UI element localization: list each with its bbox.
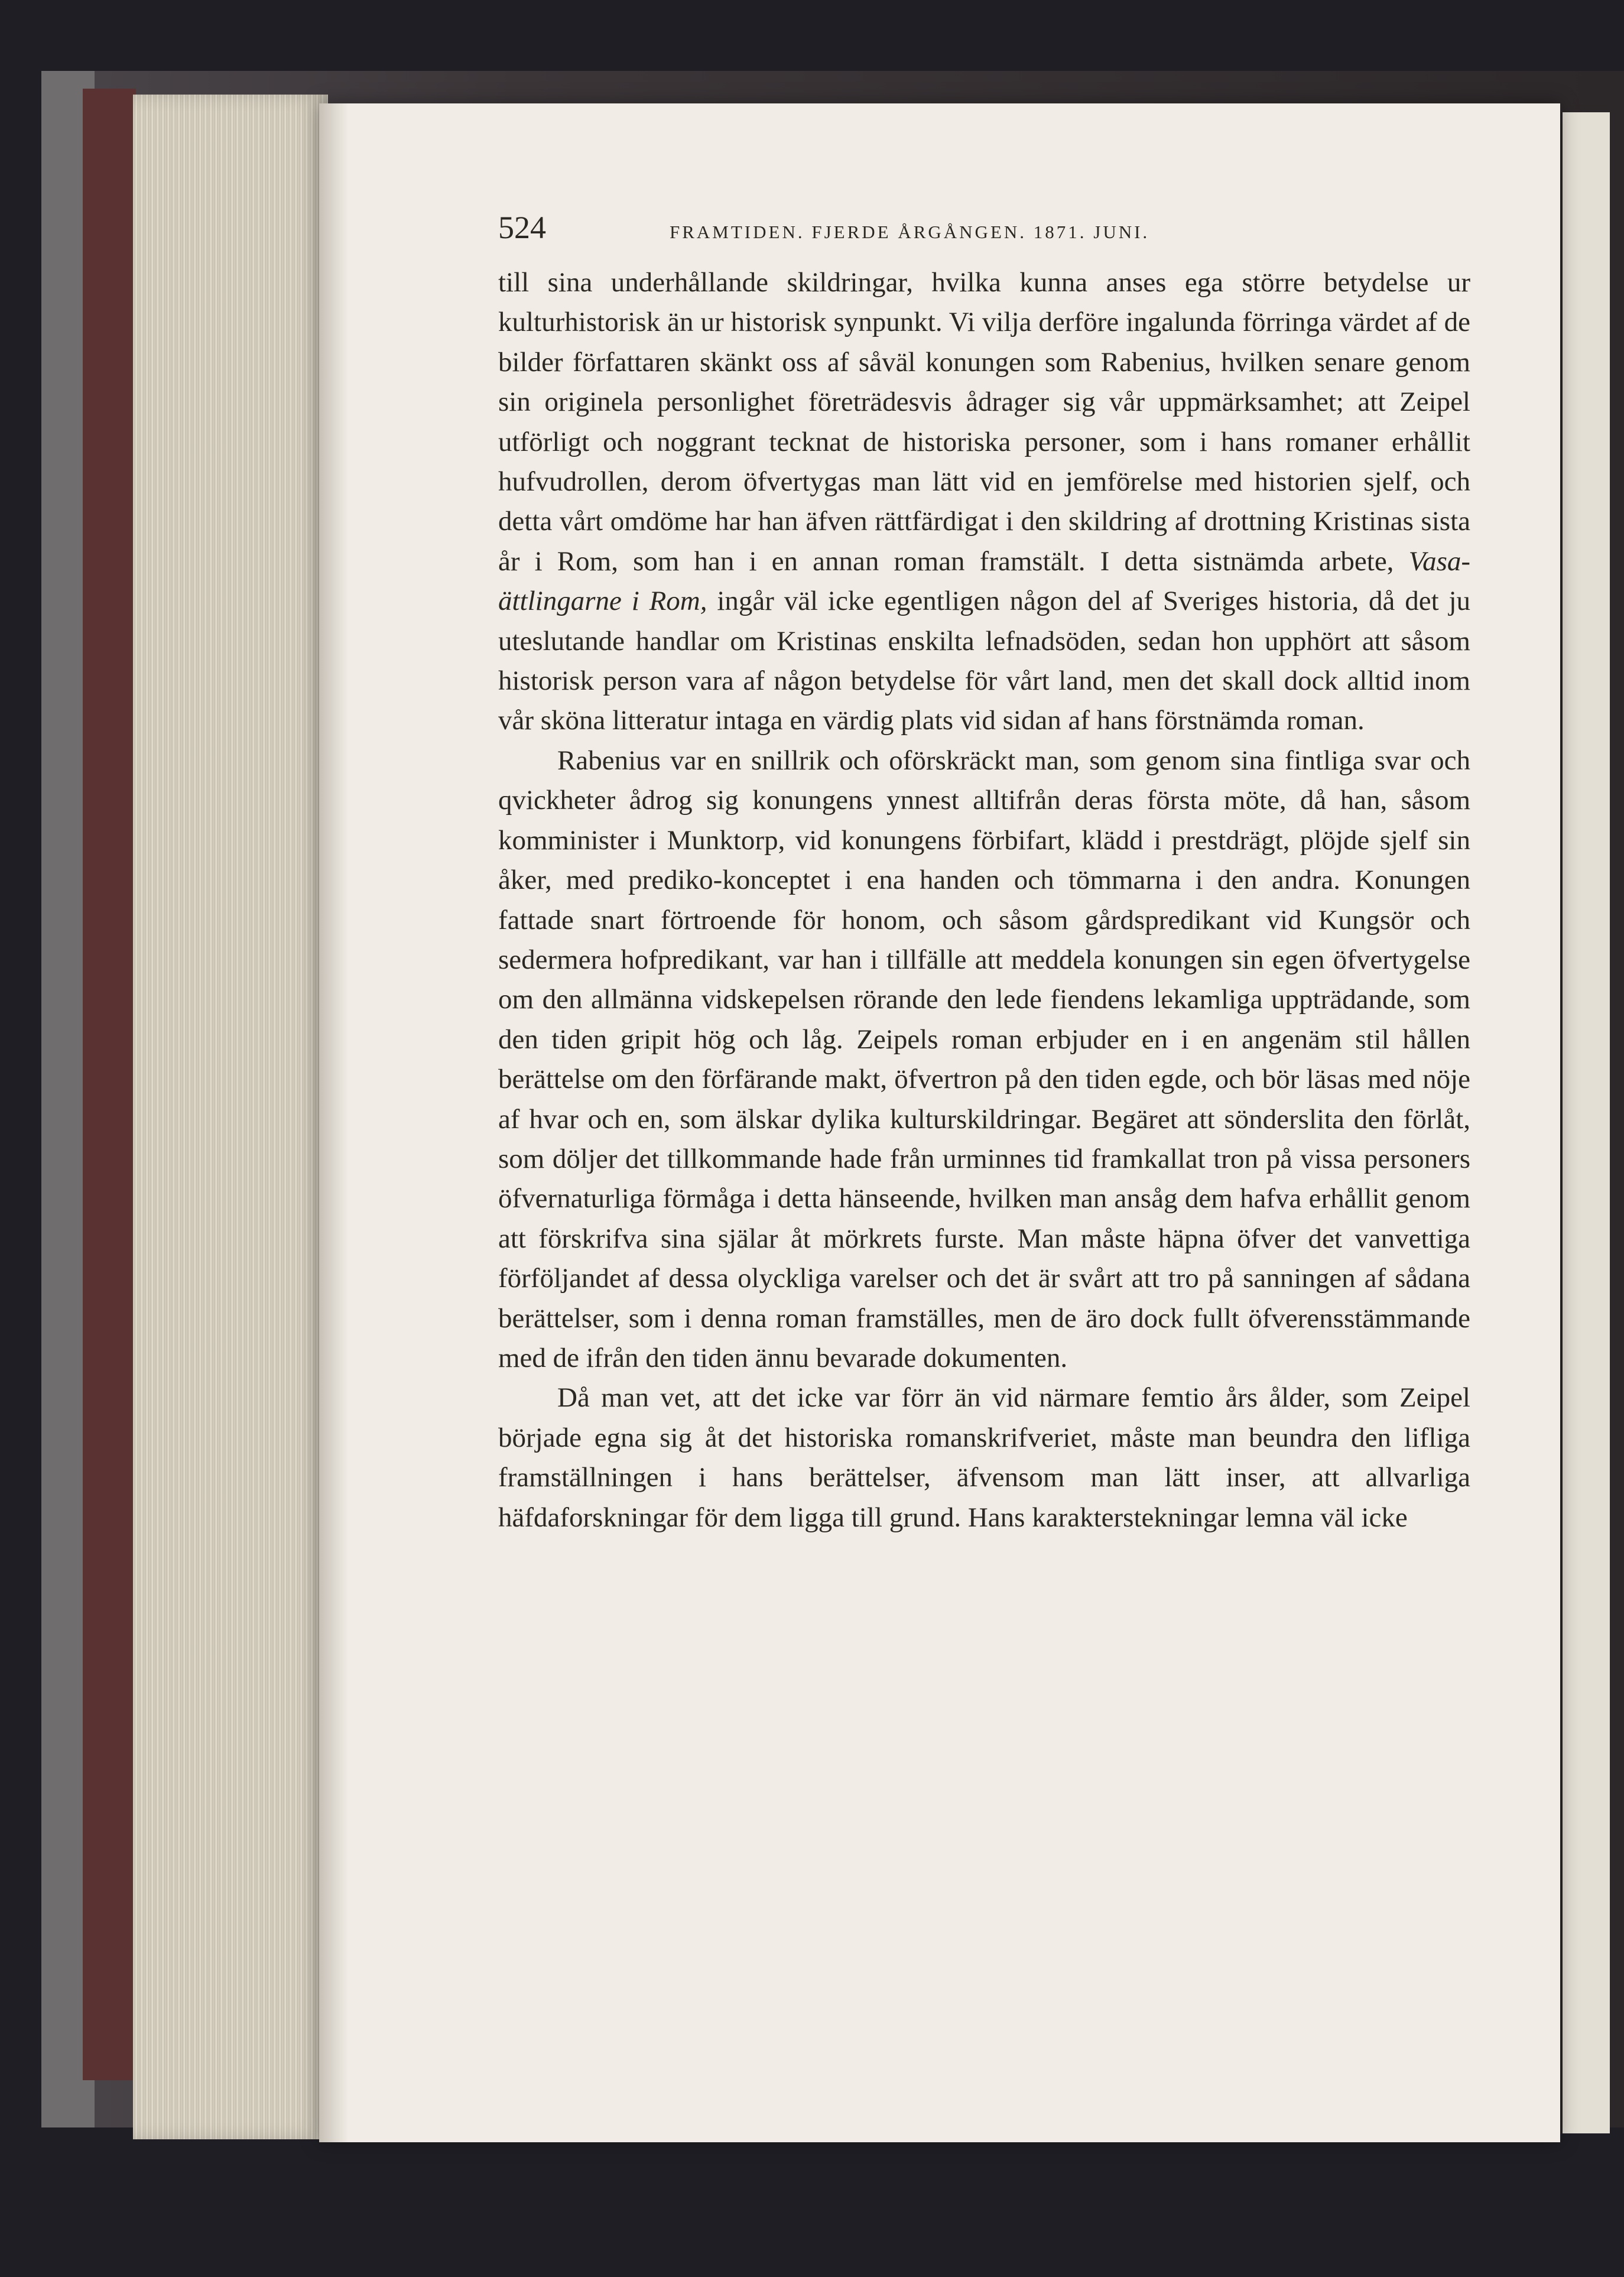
book-title: Vasa-ättlingarne i Rom, bbox=[498, 545, 1471, 617]
page-number: 524 bbox=[498, 210, 546, 245]
body-text bbox=[498, 263, 1470, 1538]
paragraph-1-text-a: till sina underhållande skildringar, hvilka kunna anses ega större betydelse ur kulturhistorisk än ur historisk synpunkt. Vi vilja derföre ingalunda förringa värdet af de bilder författaren skänkt oss af såväl konungen som Rabenius, hvilken senare genom sin originela personlighet företrädesvis ådrager sig vår uppmärksamhet; att Zeipel utförligt och noggrant tecknat de historiska personer, som i hans romaner erhållit hufvudrollen, derom öfvertygas man lätt vid en jemförelse med historien sjelf, och detta vårt omdöme har han äfven rättfärdigat i den skildring af drottning Kristinas sista år i Rom, som han i en annan roman framstält. I detta sistnämda arbete, bbox=[498, 267, 1470, 577]
page-edges bbox=[133, 95, 328, 2139]
running-head: FRAMTIDEN. FJERDE ÅRGÅNGEN. 1871. JUNI. bbox=[670, 222, 1150, 242]
page-header bbox=[498, 204, 1297, 251]
paragraph-3: Då man vet, att det icke var förr än vid närmare femtio års ålder, som Zeipel började egna sig åt det historiska romanskrifveriet, måste man beundra den lifliga framställningen i hans berättelser, äfvensom man lätt inser, att allvarliga häfdaforskningar för dem ligga till grund. Hans karakterstekningar lemna väl icke bbox=[498, 1382, 1470, 1533]
next-page-edge bbox=[1559, 112, 1610, 2133]
paragraph-1-text-b: ingår väl icke egentligen någon del af Sveriges historia, då det ju uteslutande handlar om Kristinas enskilta lefnadsöden, sedan hon upphört att såsom historisk person vara af någon betydelse för vårt land, men det skall dock alltid inom vår sköna litteratur intaga en värdig plats vid sidan af hans förstnämda roman. bbox=[498, 586, 1471, 736]
paragraph-1 bbox=[498, 263, 1470, 741]
cover-band bbox=[83, 89, 136, 2080]
page-gutter-shadow bbox=[319, 103, 349, 2142]
paragraph-2: Rabenius var en snillrik och oförskräckt man, som genom sina fintliga svar och qvickheter ådrog sig konungens ynnest alltifrån deras första möte, då han, såsom komminister i Munktorp, vid konungens förbifart, klädd i prestdrägt, plöjde sjelf sin åker, med prediko-konceptet i ena handen och tömmarna i den andra. Konungen fattade snart förtroende för honom, och såsom gårdspredikant vid Kungsör och sedermera hofpredikant, var han i tillfälle att meddela konungen sin egen öfvertygelse om den allmänna vidskepelsen rörande den lede fiendens lekamliga uppträdande, som den tiden gripit hög och låg. Zeipels roman erbjuder en i en angenäm stil hållen berättelse om den förfärande makt, öfvertron på den tiden egde, och bör läsas med nöje af hvar och en, som älskar dylika kulturskildringar. Begäret att sönderslita den förlåt, som döljer det tillkommande hade från urminnes tid framkallat tron på vissa personers öfvernaturliga förmåga i detta hänseende, hvilken man ansåg dem hafva erhållit genom att förskrifva sina själar åt mörkrets furste. Man måste häpna öfver det vanvettiga förföljandet af dessa olyckliga varelser och det är svårt att tro på sanningen af sådana berättelser, som i denna roman framställes, men de äro dock fullt öfverensstämmande med de ifrån den tiden ännu bevarade dokumenten. bbox=[498, 745, 1470, 1373]
